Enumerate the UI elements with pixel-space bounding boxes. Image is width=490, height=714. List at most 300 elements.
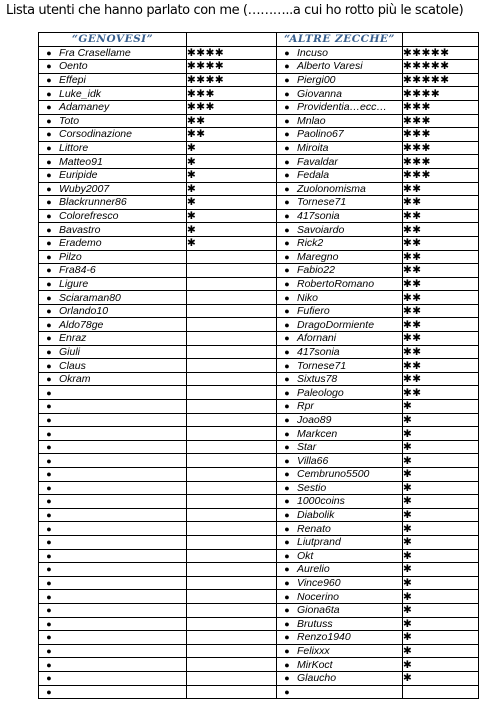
bullet-icon: ● — [284, 646, 290, 657]
left-star-rating: ✱ — [187, 182, 277, 196]
left-name-cell — [39, 400, 187, 414]
table-row — [39, 658, 479, 672]
right-star-rating: ✱ — [403, 535, 479, 549]
right-name-cell — [277, 264, 403, 278]
table-row — [39, 168, 479, 182]
bullet-icon: ● — [46, 333, 52, 344]
right-username: Piergi00 — [297, 74, 336, 87]
right-username: Cembruno5500 — [297, 468, 370, 481]
table-row — [39, 535, 479, 549]
left-star-rating — [187, 318, 277, 332]
bullet-icon: ● — [46, 197, 52, 208]
left-star-rating — [187, 413, 277, 427]
right-name-cell — [277, 359, 403, 373]
left-username: Ligure — [59, 277, 89, 290]
right-star-rating: ✱ — [403, 508, 479, 522]
bullet-icon: ● — [284, 550, 290, 561]
table-row — [39, 277, 479, 291]
table-row — [39, 141, 479, 155]
right-username: Favaldar — [297, 155, 338, 168]
right-name-cell — [277, 590, 403, 604]
bullet-icon: ● — [46, 156, 52, 167]
bullet-icon: ● — [284, 428, 290, 439]
bullet-icon: ● — [284, 591, 290, 602]
left-star-rating — [187, 658, 277, 672]
right-username: 417sonia — [297, 345, 340, 358]
left-name-cell — [39, 304, 187, 318]
right-name-cell — [277, 60, 403, 74]
bullet-icon: ● — [46, 265, 52, 276]
right-name-cell — [277, 345, 403, 359]
left-name-cell — [39, 413, 187, 427]
left-name-cell — [39, 114, 187, 128]
right-star-rating: ✱ — [403, 671, 479, 685]
bullet-icon: ● — [46, 659, 52, 670]
left-username: Fra Crasellame — [59, 46, 131, 59]
table-row — [39, 590, 479, 604]
bullet-icon: ● — [46, 75, 52, 86]
right-star-rating: ✱ — [403, 481, 479, 495]
left-name-cell — [39, 508, 187, 522]
left-star-rating — [187, 671, 277, 685]
right-username: Star — [297, 441, 317, 454]
left-name-cell — [39, 658, 187, 672]
right-star-rating: ✱✱ — [403, 250, 479, 264]
right-name-cell — [277, 46, 403, 60]
left-star-rating — [187, 603, 277, 617]
bullet-icon: ● — [46, 605, 52, 616]
bullet-icon: ● — [284, 469, 290, 480]
right-star-rating: ✱✱ — [403, 236, 479, 250]
bullet-icon: ● — [284, 115, 290, 126]
bullet-icon: ● — [46, 374, 52, 385]
left-name-cell — [39, 590, 187, 604]
right-star-rating: ✱ — [403, 549, 479, 563]
left-name-cell — [39, 264, 187, 278]
right-name-cell — [277, 168, 403, 182]
table-row — [39, 60, 479, 74]
left-star-rating — [187, 535, 277, 549]
left-name-cell — [39, 549, 187, 563]
bullet-icon: ● — [284, 61, 290, 72]
right-name-cell — [277, 114, 403, 128]
bullet-icon: ● — [284, 238, 290, 249]
left-star-rating: ✱✱✱✱ — [187, 73, 277, 87]
bullet-icon: ● — [46, 61, 52, 72]
right-name-cell — [277, 563, 403, 577]
right-name-cell — [277, 508, 403, 522]
right-username: Mnlao — [297, 114, 326, 127]
right-username: Giovanna — [297, 87, 342, 100]
bullet-icon: ● — [46, 115, 52, 126]
right-star-rating: ✱✱✱✱✱ — [403, 60, 479, 74]
left-username: Orlando10 — [59, 305, 109, 318]
table-row — [39, 495, 479, 509]
table-row — [39, 644, 479, 658]
right-name-cell — [277, 100, 403, 114]
bullet-icon: ● — [284, 47, 290, 58]
left-name-cell — [39, 87, 187, 101]
right-username: Liutprand — [297, 536, 341, 549]
right-name-cell — [277, 141, 403, 155]
left-username: Colorefresco — [59, 210, 119, 223]
right-username: Providentia…ecc… — [297, 101, 387, 114]
right-star-rating: ✱✱✱ — [403, 100, 479, 114]
right-name-cell — [277, 685, 403, 699]
right-star-rating: ✱ — [403, 495, 479, 509]
right-star-rating: ✱✱ — [403, 277, 479, 291]
bullet-icon: ● — [284, 129, 290, 140]
table-row — [39, 236, 479, 250]
right-name-cell — [277, 304, 403, 318]
bullet-icon: ● — [46, 632, 52, 643]
left-username: Claus — [59, 359, 86, 372]
bullet-icon: ● — [46, 578, 52, 589]
table-row — [39, 563, 479, 577]
right-username: DragoDormiente — [297, 318, 375, 331]
left-star-rating — [187, 386, 277, 400]
right-username: Joao89 — [297, 413, 332, 426]
bullet-icon: ● — [284, 482, 290, 493]
bullet-icon: ● — [284, 414, 290, 425]
left-name-cell — [39, 468, 187, 482]
left-username: Wuby2007 — [59, 182, 110, 195]
right-star-rating: ✱ — [403, 440, 479, 454]
bullet-icon: ● — [46, 238, 52, 249]
table-row — [39, 332, 479, 346]
bullet-icon: ● — [46, 510, 52, 521]
left-star-rating — [187, 631, 277, 645]
left-username: Euripide — [59, 169, 98, 182]
right-star-rating: ✱ — [403, 454, 479, 468]
bullet-icon: ● — [284, 265, 290, 276]
left-star-rating: ✱ — [187, 209, 277, 223]
left-star-rating — [187, 522, 277, 536]
left-name-cell — [39, 100, 187, 114]
bullet-icon: ● — [284, 170, 290, 181]
bullet-icon: ● — [284, 578, 290, 589]
table-row — [39, 318, 479, 332]
bullet-icon: ● — [46, 482, 52, 493]
left-username: Effepi — [59, 74, 86, 87]
table-row — [39, 617, 479, 631]
header-row — [39, 33, 479, 47]
bullet-icon: ● — [284, 387, 290, 398]
left-name-cell — [39, 46, 187, 60]
left-star-rating: ✱✱✱✱ — [187, 46, 277, 60]
right-name-cell — [277, 468, 403, 482]
right-username: Sixtus78 — [297, 373, 338, 386]
left-username: Oento — [59, 60, 88, 73]
bullet-icon: ● — [46, 618, 52, 629]
left-star-rating: ✱✱✱✱ — [187, 60, 277, 74]
right-star-rating: ✱✱ — [403, 291, 479, 305]
right-name-cell — [277, 155, 403, 169]
bullet-icon: ● — [284, 673, 290, 684]
bullet-icon: ● — [46, 360, 52, 371]
table-row — [39, 549, 479, 563]
right-name-cell — [277, 495, 403, 509]
left-username: Enraz — [59, 332, 87, 345]
right-username: Aurelio — [297, 563, 330, 576]
left-name-cell — [39, 359, 187, 373]
right-username: Fabio22 — [297, 264, 335, 277]
right-star-rating: ✱ — [403, 617, 479, 631]
left-username: Sciaraman80 — [59, 291, 121, 304]
right-star-rating: ✱✱✱ — [403, 128, 479, 142]
bullet-icon: ● — [284, 251, 290, 262]
bullet-icon: ● — [284, 346, 290, 357]
right-name-cell — [277, 128, 403, 142]
right-name-cell — [277, 236, 403, 250]
left-username: Toto — [59, 114, 80, 127]
right-name-cell — [277, 332, 403, 346]
right-star-rating: ✱✱✱ — [403, 141, 479, 155]
right-name-cell — [277, 182, 403, 196]
table-row — [39, 182, 479, 196]
bullet-icon: ● — [284, 686, 290, 697]
right-username: RobertoRomano — [297, 277, 375, 290]
right-star-rating: ✱✱✱ — [403, 168, 479, 182]
left-name-cell — [39, 196, 187, 210]
left-star-rating: ✱✱✱ — [187, 100, 277, 114]
right-name-cell — [277, 209, 403, 223]
table-row — [39, 209, 479, 223]
table-row — [39, 87, 479, 101]
bullet-icon: ● — [46, 564, 52, 575]
bullet-icon: ● — [46, 129, 52, 140]
right-username: Nocerino — [297, 590, 340, 603]
right-name-cell — [277, 535, 403, 549]
right-username: Alberto Varesi — [297, 60, 363, 73]
header-empty-cell — [403, 33, 479, 47]
right-username: MirKoct — [297, 658, 333, 671]
right-star-rating: ✱✱ — [403, 209, 479, 223]
right-name-cell — [277, 576, 403, 590]
left-star-rating — [187, 685, 277, 699]
left-star-rating — [187, 617, 277, 631]
bullet-icon: ● — [46, 251, 52, 262]
left-name-cell — [39, 535, 187, 549]
right-name-cell — [277, 644, 403, 658]
left-star-rating: ✱ — [187, 236, 277, 250]
right-star-rating: ✱✱ — [403, 318, 479, 332]
bullet-icon: ● — [46, 183, 52, 194]
left-star-rating — [187, 250, 277, 264]
right-name-cell — [277, 400, 403, 414]
bullet-icon: ● — [284, 401, 290, 412]
table-row — [39, 454, 479, 468]
left-username: Fra84-6 — [59, 264, 96, 277]
left-name-cell — [39, 209, 187, 223]
bullet-icon: ● — [284, 564, 290, 575]
table-row — [39, 481, 479, 495]
left-star-rating — [187, 576, 277, 590]
right-name-cell — [277, 291, 403, 305]
table-row — [39, 291, 479, 305]
right-username: Savoiardo — [297, 223, 345, 236]
left-star-rating: ✱ — [187, 155, 277, 169]
right-name-cell — [277, 603, 403, 617]
right-username: Niko — [297, 291, 319, 304]
table-row — [39, 46, 479, 60]
right-username: Rick2 — [297, 237, 324, 250]
bullet-icon: ● — [46, 646, 52, 657]
right-star-rating: ✱ — [403, 413, 479, 427]
bullet-icon: ● — [46, 211, 52, 222]
right-name-cell — [277, 413, 403, 427]
bullet-icon: ● — [46, 469, 52, 480]
table-row — [39, 128, 479, 142]
bullet-icon: ● — [46, 673, 52, 684]
header-genovesi: “GENOVESI” — [39, 33, 187, 47]
bullet-icon: ● — [284, 442, 290, 453]
bullet-icon: ● — [284, 659, 290, 670]
left-name-cell — [39, 386, 187, 400]
right-star-rating: ✱✱✱✱ — [403, 87, 479, 101]
right-username: Tornese71 — [297, 196, 347, 209]
left-star-rating — [187, 495, 277, 509]
right-star-rating: ✱ — [403, 400, 479, 414]
bullet-icon: ● — [284, 143, 290, 154]
left-username: Okram — [59, 373, 91, 386]
left-name-cell — [39, 481, 187, 495]
bullet-icon: ● — [46, 224, 52, 235]
bullet-icon: ● — [46, 523, 52, 534]
right-username: Villa66 — [297, 454, 329, 467]
table-row — [39, 250, 479, 264]
table-row — [39, 603, 479, 617]
bullet-icon: ● — [46, 686, 52, 697]
right-star-rating: ✱ — [403, 590, 479, 604]
right-star-rating: ✱✱ — [403, 196, 479, 210]
right-username: Maregno — [297, 250, 339, 263]
bullet-icon: ● — [46, 278, 52, 289]
right-star-rating: ✱ — [403, 522, 479, 536]
left-star-rating — [187, 372, 277, 386]
right-name-cell — [277, 671, 403, 685]
bullet-icon: ● — [46, 319, 52, 330]
bullet-icon: ● — [284, 537, 290, 548]
right-username: Glaucho — [297, 672, 337, 685]
left-name-cell — [39, 332, 187, 346]
left-username: Corsodinazione — [59, 128, 132, 141]
left-name-cell — [39, 250, 187, 264]
left-name-cell — [39, 454, 187, 468]
right-username: Zuolonomisma — [297, 182, 366, 195]
left-name-cell — [39, 563, 187, 577]
right-name-cell — [277, 427, 403, 441]
right-username: Brutuss — [297, 617, 333, 630]
left-star-rating — [187, 440, 277, 454]
right-name-cell — [277, 277, 403, 291]
left-star-rating — [187, 332, 277, 346]
right-star-rating: ✱✱✱ — [403, 114, 479, 128]
right-star-rating: ✱✱ — [403, 304, 479, 318]
bullet-icon: ● — [46, 496, 52, 507]
left-username: Pilzo — [59, 250, 82, 263]
left-name-cell — [39, 440, 187, 454]
table-row — [39, 196, 479, 210]
right-name-cell — [277, 658, 403, 672]
table-row — [39, 400, 479, 414]
right-name-cell — [277, 372, 403, 386]
bullet-icon: ● — [46, 550, 52, 561]
left-name-cell — [39, 603, 187, 617]
right-star-rating: ✱ — [403, 631, 479, 645]
left-star-rating — [187, 291, 277, 305]
left-username: Blackrunner86 — [59, 196, 127, 209]
right-username: Fufiero — [297, 305, 330, 318]
right-star-rating: ✱ — [403, 563, 479, 577]
right-star-rating: ✱✱ — [403, 359, 479, 373]
page-title: Lista utenti che hanno parlato con me (………..a cui ho rotto più le scatole) — [6, 3, 464, 18]
right-star-rating: ✱✱ — [403, 264, 479, 278]
left-username: Aldo78ge — [59, 318, 104, 331]
bullet-icon: ● — [46, 414, 52, 425]
bullet-icon: ● — [284, 618, 290, 629]
bullet-icon: ● — [284, 292, 290, 303]
table-row — [39, 671, 479, 685]
left-username: Giuli — [59, 345, 81, 358]
left-star-rating — [187, 359, 277, 373]
table-row — [39, 100, 479, 114]
table-row — [39, 522, 479, 536]
left-star-rating — [187, 644, 277, 658]
right-name-cell — [277, 522, 403, 536]
left-name-cell — [39, 522, 187, 536]
table-row — [39, 468, 479, 482]
right-star-rating: ✱ — [403, 603, 479, 617]
right-star-rating: ✱✱ — [403, 182, 479, 196]
right-name-cell — [277, 318, 403, 332]
right-star-rating: ✱✱✱ — [403, 155, 479, 169]
bullet-icon: ● — [284, 156, 290, 167]
right-username: Tornese71 — [297, 359, 347, 372]
bullet-icon: ● — [284, 102, 290, 113]
bullet-icon: ● — [284, 306, 290, 317]
table-row — [39, 372, 479, 386]
right-star-rating: ✱ — [403, 576, 479, 590]
bullet-icon: ● — [46, 88, 52, 99]
right-username: Paleologo — [297, 386, 344, 399]
bullet-icon: ● — [46, 387, 52, 398]
left-name-cell — [39, 631, 187, 645]
left-username: Bavastro — [59, 223, 101, 236]
table-row — [39, 508, 479, 522]
bullet-icon: ● — [46, 537, 52, 548]
left-star-rating — [187, 277, 277, 291]
right-username: Afornani — [297, 332, 337, 345]
table-row — [39, 685, 479, 699]
right-name-cell — [277, 87, 403, 101]
bullet-icon: ● — [284, 197, 290, 208]
right-star-rating: ✱✱ — [403, 332, 479, 346]
left-star-rating — [187, 264, 277, 278]
left-star-rating — [187, 304, 277, 318]
left-name-cell — [39, 223, 187, 237]
table-row — [39, 386, 479, 400]
left-name-cell — [39, 155, 187, 169]
bullet-icon: ● — [46, 346, 52, 357]
left-name-cell — [39, 495, 187, 509]
right-username: Diabolik — [297, 509, 335, 522]
right-username: Giona6ta — [297, 604, 340, 617]
right-username: Incuso — [297, 46, 328, 59]
bullet-icon: ● — [284, 211, 290, 222]
left-username: Erademo — [59, 237, 102, 250]
left-name-cell — [39, 345, 187, 359]
